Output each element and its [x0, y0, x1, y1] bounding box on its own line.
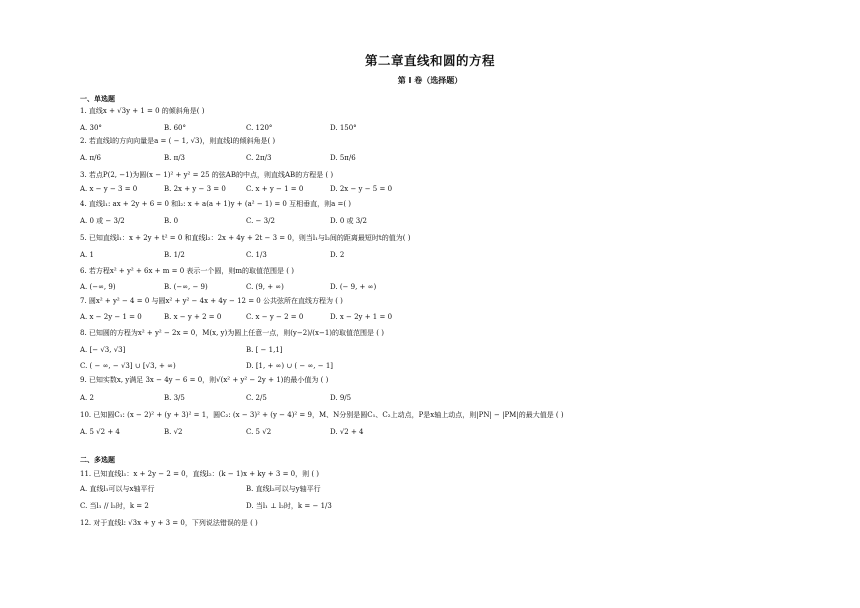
- option-d: D. √2 + 4: [330, 428, 364, 436]
- option-b: B. 3/5: [164, 394, 185, 402]
- option-b: B. [ − 1,1]: [246, 346, 283, 354]
- option-c: C. (9, + ∞): [246, 283, 284, 291]
- option-a: A. (−∞, 9): [80, 283, 116, 291]
- question-stem: 3. 若点P(2, −1)为圆(x − 1)² + y² = 25 的弦AB的中点，则直线AB的方程是 ( ): [80, 171, 334, 179]
- option-c: C. 5 √2: [246, 428, 272, 436]
- question-stem: 5. 已知直线l₁：x + 2y + t² = 0 和直线l₂：2x + 4y + 2t − 3 = 0，则当l₁与l₂间的距离最短时t的值为( ): [80, 234, 411, 242]
- option-a: A. [− √3, √3]: [80, 346, 126, 354]
- option-b: B. (−∞, − 9): [164, 283, 208, 291]
- question-stem: 11. 已知直线l₁：x + 2y − 2 = 0，直线l₂：(k − 1)x + ky + 3 = 0，则 ( ): [80, 470, 320, 478]
- section-title-single-choice: 一、单选题: [80, 95, 115, 103]
- option-a: A. 0 或 − 3/2: [80, 217, 125, 225]
- option-c: C. x − y − 2 = 0: [246, 313, 304, 321]
- page-title: 第二章直线和圆的方程: [364, 53, 495, 68]
- question-stem: 12. 对于直线l: √3x + y + 3 = 0，下列说法错误的是 ( ): [80, 519, 258, 527]
- question-stem: 1. 直线x + √3y + 1 = 0 的倾斜角是( ): [80, 107, 205, 115]
- option-c: C. 2π/3: [246, 154, 272, 162]
- option-d: D. (− 9, + ∞): [330, 283, 377, 291]
- option-d: D. 2x − y − 5 = 0: [330, 185, 393, 193]
- option-b: B. 60°: [164, 124, 187, 132]
- option-a: A. π/6: [80, 154, 101, 162]
- page-subtitle: 第 I 卷（选择题）: [397, 76, 463, 85]
- option-c: C. 120°: [246, 124, 273, 132]
- option-a: A. 30°: [80, 124, 102, 132]
- option-b: B. 0: [164, 217, 179, 225]
- question-stem: 7. 圆x² + y² − 4 = 0 与圆x² + y² − 4x + 4y − 12 = 0 公共弦所在直线方程为 ( ): [80, 297, 343, 305]
- question-stem: 8. 已知圆的方程为x² + y² − 2x = 0，M(x, y)为圆上任意一点，则(y−2)/(x−1)的取值范围是 ( ): [80, 329, 384, 337]
- option-d: D. [1, + ∞) ∪ ( − ∞, − 1]: [246, 362, 334, 370]
- question-stem: 10. 已知圆C₁: (x − 2)² + (y + 3)² = 1，圆C₂: (x − 3)² + (y − 4)² = 9，M、N分别是圆C₁、C₂上动点，P是x轴上动点，则|PN| − |PM|的最大值是 ( ): [80, 411, 564, 419]
- option-a: A. x − 2y − 1 = 0: [80, 313, 142, 321]
- option-a: A. x − y − 3 = 0: [80, 185, 138, 193]
- question-stem: 9. 已知实数x, y满足 3x − 4y − 6 = 0，则√(x² + y² − 2y + 1)的最小值为 ( ): [80, 376, 329, 384]
- option-d: D. x − 2y + 1 = 0: [330, 313, 393, 321]
- option-d: D. 150°: [330, 124, 357, 132]
- option-a: A. 1: [80, 251, 94, 259]
- option-b: B. 1/2: [164, 251, 185, 259]
- question-stem: 4. 直线l₁: ax + 2y + 6 = 0 和l₂: x + a(a + 1)y + (a² − 1) = 0 互相垂直，则a =( ): [80, 200, 352, 208]
- option-d: D. 5π/6: [330, 154, 356, 162]
- option-c: C. x + y − 1 = 0: [246, 185, 304, 193]
- option-c: C. 1/3: [246, 251, 267, 259]
- option-c: C. 2/5: [246, 394, 267, 402]
- option-c: C. 当l₁ // l₂时，k = 2: [80, 502, 149, 510]
- option-a: A. 直线l₁可以与x轴平行: [80, 485, 155, 493]
- option-d: D. 0 或 3/2: [330, 217, 367, 225]
- question-stem: 2. 若直线l的方向向量是a = ( − 1, √3)，则直线l的倾斜角是( ): [80, 137, 276, 145]
- option-b: B. π/3: [164, 154, 186, 162]
- option-d: D. 9/5: [330, 394, 352, 402]
- option-b: B. 直线l₂可以与y轴平行: [246, 485, 321, 493]
- option-b: B. √2: [164, 428, 183, 436]
- question-stem: 6. 若方程x² + y² + 6x + m = 0 表示一个圆，则m的取值范围是 ( ): [80, 267, 294, 275]
- option-d: D. 2: [330, 251, 345, 259]
- option-a: A. 5 √2 + 4: [80, 428, 120, 436]
- option-b: B. x − y + 2 = 0: [164, 313, 222, 321]
- option-d: D. 当l₁ ⊥ l₂时，k = − 1/3: [246, 502, 332, 510]
- option-c: C. − 3/2: [246, 217, 275, 225]
- option-a: A. 2: [80, 394, 94, 402]
- section-title-multi-choice: 二、多选题: [80, 456, 115, 464]
- option-c: C. ( − ∞, − √3] ∪ [√3, + ∞): [80, 362, 176, 370]
- option-b: B. 2x + y − 3 = 0: [164, 185, 226, 193]
